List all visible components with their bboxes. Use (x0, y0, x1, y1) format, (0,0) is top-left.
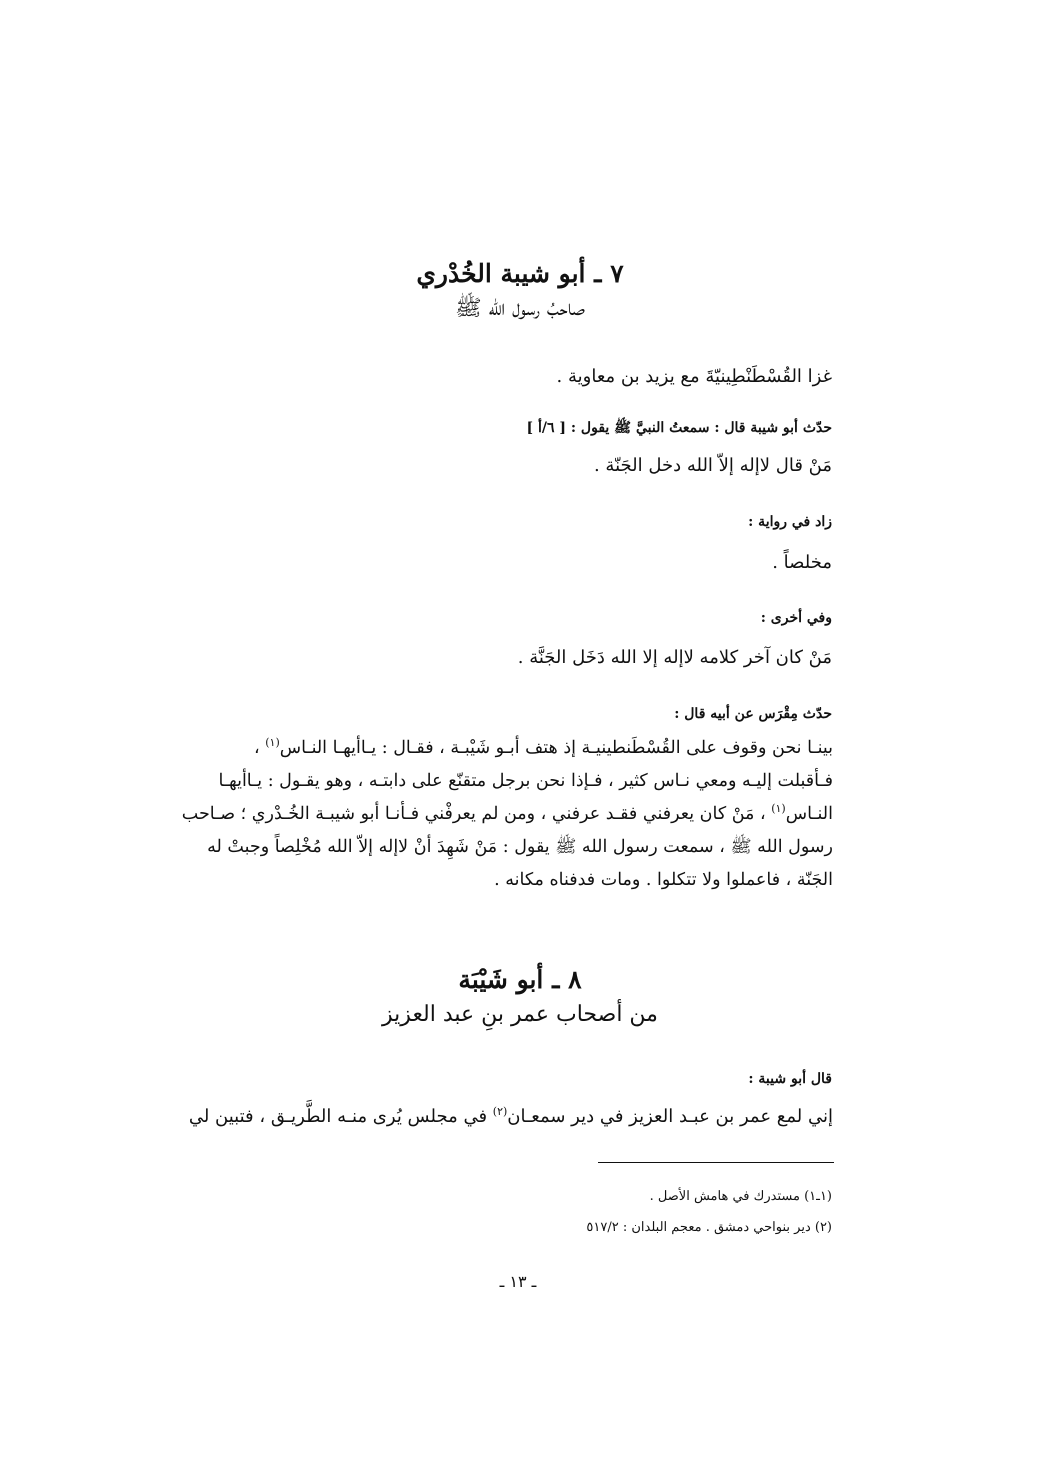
section-8-text-start: إني لمع عمر بن عبـد العزيز في دير سمعـان (507, 1106, 833, 1127)
section-7-isnad-1: حدّث أبو شيبة قال : سمعتُ النبيَّ ﷺ يقول : [ ٦/أ ] (526, 420, 832, 436)
section-8-isnad: قال أبو شيبة : (748, 1071, 832, 1087)
section-8-subtitle: من أصحاب عمر بنِ عبد العزيز (382, 1002, 658, 1027)
section-8-text (158, 1102, 833, 1132)
narrative-line-2: فـأقبلت إليـه ومعي نـاس كثير ، فـإذا نحن برجل متقنّع على دابتـه ، وهو يقـول : يـاأيهـا (218, 771, 833, 791)
section-7-subtitle: صاحبُ رسول الله ﷺ (455, 296, 585, 321)
page-number: ـ ١٣ ـ (499, 1272, 537, 1291)
section-8-title: ٨ ـ أبو شَيْبَة (458, 965, 582, 994)
section-7-zad-text: مخلصاً . (772, 552, 832, 573)
narrative-line-3-text: ، مَنْ كان يعرفني فقـد عرفني ، ومن لم يعرفْني فـأنـا أبو شيبـة الخُـدْري ؛ صـاحب (181, 804, 772, 824)
narrative-line-1-end: ، (254, 738, 266, 758)
section-8-text-end: في مجلس يُرى منـه الطَّريـق ، فتبين لي (188, 1106, 493, 1127)
narrative-line-3 (158, 798, 833, 831)
narrative-line-3-start: النـاس (785, 804, 833, 824)
narrative-line-5: الجَنّة ، فاعملوا ولا تتكلوا . ومات فدفناه مكانه . (494, 870, 833, 890)
footnote-marker: (٢) (492, 1105, 508, 1118)
narrative-line-1-text: بينـا نحن وقوف على القُسْطَنطينيـة إذ هتف أبـو شَيْبـة ، فقـال : يـاأيهـا النـاس (279, 738, 833, 758)
section-7-heading (300, 256, 740, 326)
section-7-ukhra-label: وفي أخرى : (760, 610, 832, 626)
footnote-1: (١ـ١) مستدرك في هامش الأصل . (649, 1189, 832, 1204)
section-7-zad-label: زاد في رواية : (748, 514, 832, 530)
footnote-marker: (١) (265, 736, 280, 750)
section-7-isnad-2: حدّث مِقْرَس عن أبيه قال : (674, 706, 832, 722)
section-7-title: ٧ ـ أبو شيبة الخُدْري (416, 259, 624, 288)
section-8-heading (300, 962, 740, 1032)
section-7-ukhra-text: مَنْ كان آخر كلامه لاإله إلا الله دَخَل الجَنَّة . (517, 647, 832, 668)
section-7-hadith-1: مَنْ قال لاإله إلاّ الله دخل الجَنّة . (593, 455, 832, 476)
footnote-2: (٢) دير بنواحي دمشق . معجم البلدان : ٥١٧/٢ (586, 1220, 832, 1235)
section-7-intro: غزا القُسْطَنْطِينيّةَ مع يزيد بن معاوية . (556, 366, 832, 387)
section-7-narrative (158, 732, 833, 897)
narrative-line-1 (158, 732, 833, 765)
footnote-marker: (١) (771, 802, 786, 816)
footnote-divider (598, 1162, 834, 1163)
narrative-line-4: رسول الله ﷺ ، سمعت رسول الله ﷺ يقول : مَنْ شَهِدَ أنْ لاإله إلاّ الله مُخْلِصاً وجبتْ له (207, 837, 833, 857)
